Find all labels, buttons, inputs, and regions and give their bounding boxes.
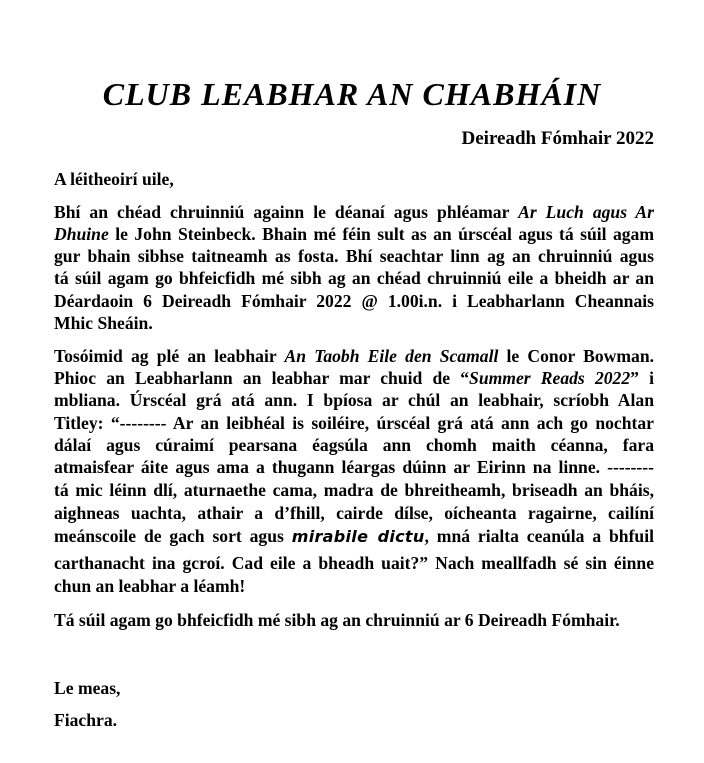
paragraph-line: aighneas uachta, athair a d’fhill, cairde dílse, oícheanta ragairne, cailíní [54, 503, 654, 523]
paragraph-line: mbliana. Úrscéal grá atá ann. I bpíosa ar chúl an leabhair, scríobh Alan [54, 390, 654, 410]
book-title-italic: Ar Luch agus Ar [518, 202, 654, 222]
paragraph-line: dálaí agus cúraimí pearsana éagsúla ann chomh maith céanna, fara [54, 435, 654, 455]
latin-phrase-script: mirabile dictu [291, 527, 425, 546]
text-span: , mná rialta ceanúla a bhfuil [424, 526, 654, 546]
greeting: A léitheoirí uile, [54, 169, 174, 189]
text-span: Tosóimid ag plé an leabhair [54, 346, 285, 366]
paragraph-line: gur bhain sibhse taitneamh as fosta. Bhí seachtar linn ag an chruinniú agus [54, 246, 654, 266]
paragraph-line [54, 201, 654, 223]
closing-regards: Le meas, [54, 678, 121, 698]
document-title: CLUB LEABHAR AN CHABHÁIN [102, 76, 602, 112]
text-span: Bhí an chéad chruinniú againn le déanaí agus phléamar [54, 202, 519, 222]
paragraph-line: chun an leabhar a léamh! [54, 576, 246, 596]
paragraph-line: carthanacht ina gcroí. Cad eile a bheadh uait?” Nach meallfadh sé sin éinne [54, 553, 654, 573]
text-span: le Conor Bowman. [498, 346, 655, 366]
paragraph-line: atmaisfear áite agus ama a thugann léargas dúinn ar Eirinn na linne. -------- [54, 457, 654, 477]
text-span: ” i [630, 368, 654, 388]
signature: Fiachra. [54, 710, 118, 730]
paragraph-line: tá súil agam go bhfeicfidh mé sibh ag an chéad chruinniú eile a bheidh ar an [54, 268, 654, 288]
document-date: Deireadh Fómhair 2022 [461, 128, 654, 149]
paragraph-line: tá mic léinn dlí, aturnaethe cama, madra de bhreitheamh, briseadh an bháis, [54, 480, 654, 500]
text-span: Phioc an Leabharlann an leabhar mar chuid de “ [54, 368, 470, 388]
paragraph-line: Titley: “-------- Ar an leibhéal is soiléire, úrscéal grá atá ann ach go nochtar [54, 413, 654, 433]
book-title-italic: Dhuine [54, 224, 109, 244]
paragraph-line [54, 345, 654, 367]
text-span: le John Steinbeck. Bhain mé féin sult as an úrscéal agus tá súil agam [108, 224, 654, 244]
paragraph-line [54, 367, 654, 389]
paragraph-line [54, 223, 654, 245]
text-span: meánscoile de gach sort agus [54, 526, 292, 546]
paragraph-line: Mhic Sheáin. [54, 313, 153, 333]
paragraph-line [54, 525, 654, 548]
book-title-italic: An Taobh Eile den Scamall [284, 346, 499, 366]
series-title-italic: Summer Reads 2022 [469, 368, 631, 388]
paragraph-3: Tá súil agam go bhfeicfidh mé sibh ag an chruinniú ar 6 Deireadh Fómhair. [54, 610, 620, 630]
paragraph-line: Déardaoin 6 Deireadh Fómhair 2022 @ 1.00i.n. i Leabharlann Cheannais [54, 291, 654, 311]
